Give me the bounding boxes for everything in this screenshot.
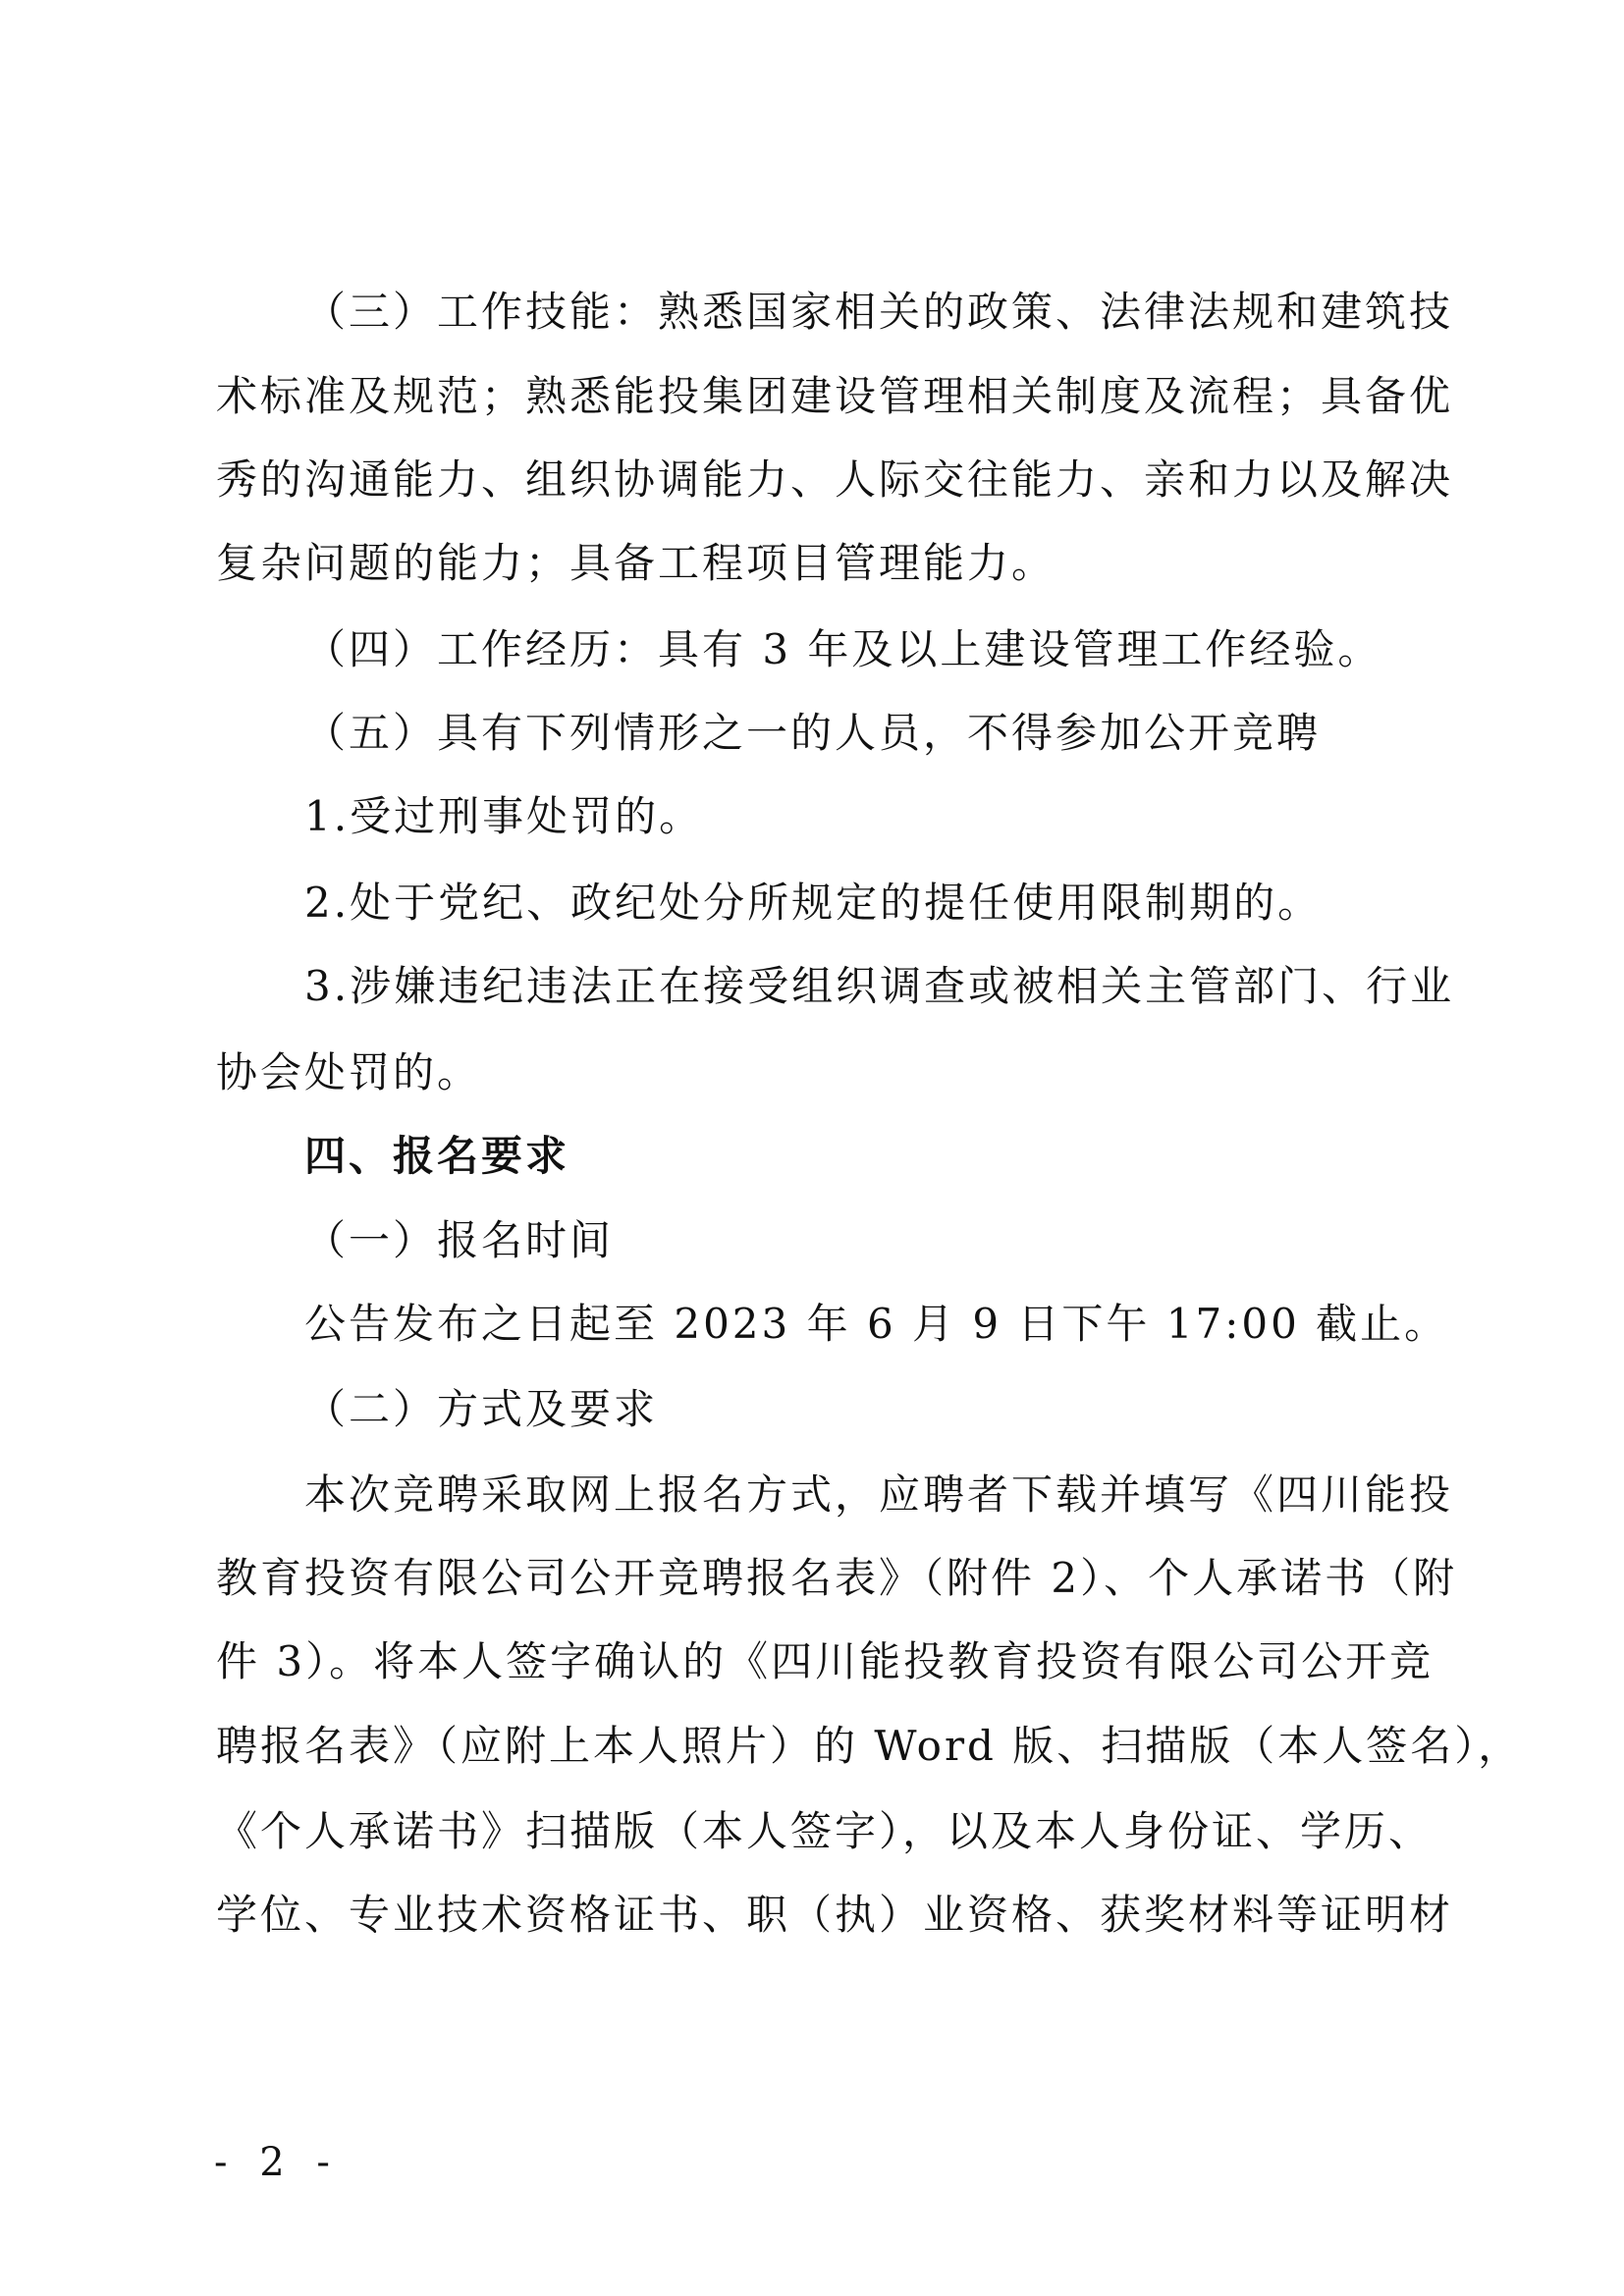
method-line-6: 学位、专业技术资格证书、职（执）业资格、获奖材料等证明材 xyxy=(216,1891,1454,1939)
method-line-4: 聘报名表》（应附上本人照片）的 Word 版、扫描版（本人签名）， xyxy=(216,1722,1523,1770)
method-line-3: 件 3）。将本人签字确认的《四川能投教育投资有限公司公开竞 xyxy=(216,1637,1435,1685)
section-3-skills-line-4: 复杂问题的能力；具备工程项目管理能力。 xyxy=(216,539,1056,587)
registration-time-title: （一）报名时间 xyxy=(304,1216,615,1264)
section-5-item-3-line-1: 3.涉嫌违纪违法正在接受组织调查或被相关主管部门、行业 xyxy=(304,962,1455,1010)
method-line-5: 《个人承诺书》扫描版（本人签字），以及本人身份证、学历、 xyxy=(216,1807,1434,1855)
page-number: - 2 - xyxy=(214,2140,340,2185)
section-5-item-1: 1.受过刑事处罚的。 xyxy=(304,792,704,840)
section-5-item-3-line-2: 协会处罚的。 xyxy=(216,1048,482,1096)
registration-time-text: 公告发布之日起至 2023 年 6 月 9 日下午 17:00 截止。 xyxy=(304,1300,1449,1348)
section-3-skills-line-2: 术标准及规范；熟悉能投集团建设管理相关制度及流程；具备优 xyxy=(216,372,1454,420)
heading-registration-requirements: 四、报名要求 xyxy=(304,1132,570,1180)
section-3-skills-line-3: 秀的沟通能力、组织协调能力、人际交往能力、亲和力以及解决 xyxy=(216,455,1454,504)
method-title: （二）方式及要求 xyxy=(304,1385,659,1433)
method-line-2: 教育投资有限公司公开竞聘报名表》（附件 2）、个人承诺书（附 xyxy=(216,1554,1458,1602)
section-3-skills-line-1: （三）工作技能：熟悉国家相关的政策、法律法规和建筑技 xyxy=(304,288,1454,336)
section-5-title: （五）具有下列情形之一的人员，不得参加公开竞聘 xyxy=(304,709,1322,757)
section-4-experience: （四）工作经历：具有 3 年及以上建设管理工作经验。 xyxy=(304,625,1382,673)
method-line-1: 本次竞聘采取网上报名方式，应聘者下载并填写《四川能投 xyxy=(304,1470,1454,1519)
section-5-item-2: 2.处于党纪、政纪处分所规定的提任使用限制期的。 xyxy=(304,879,1323,927)
